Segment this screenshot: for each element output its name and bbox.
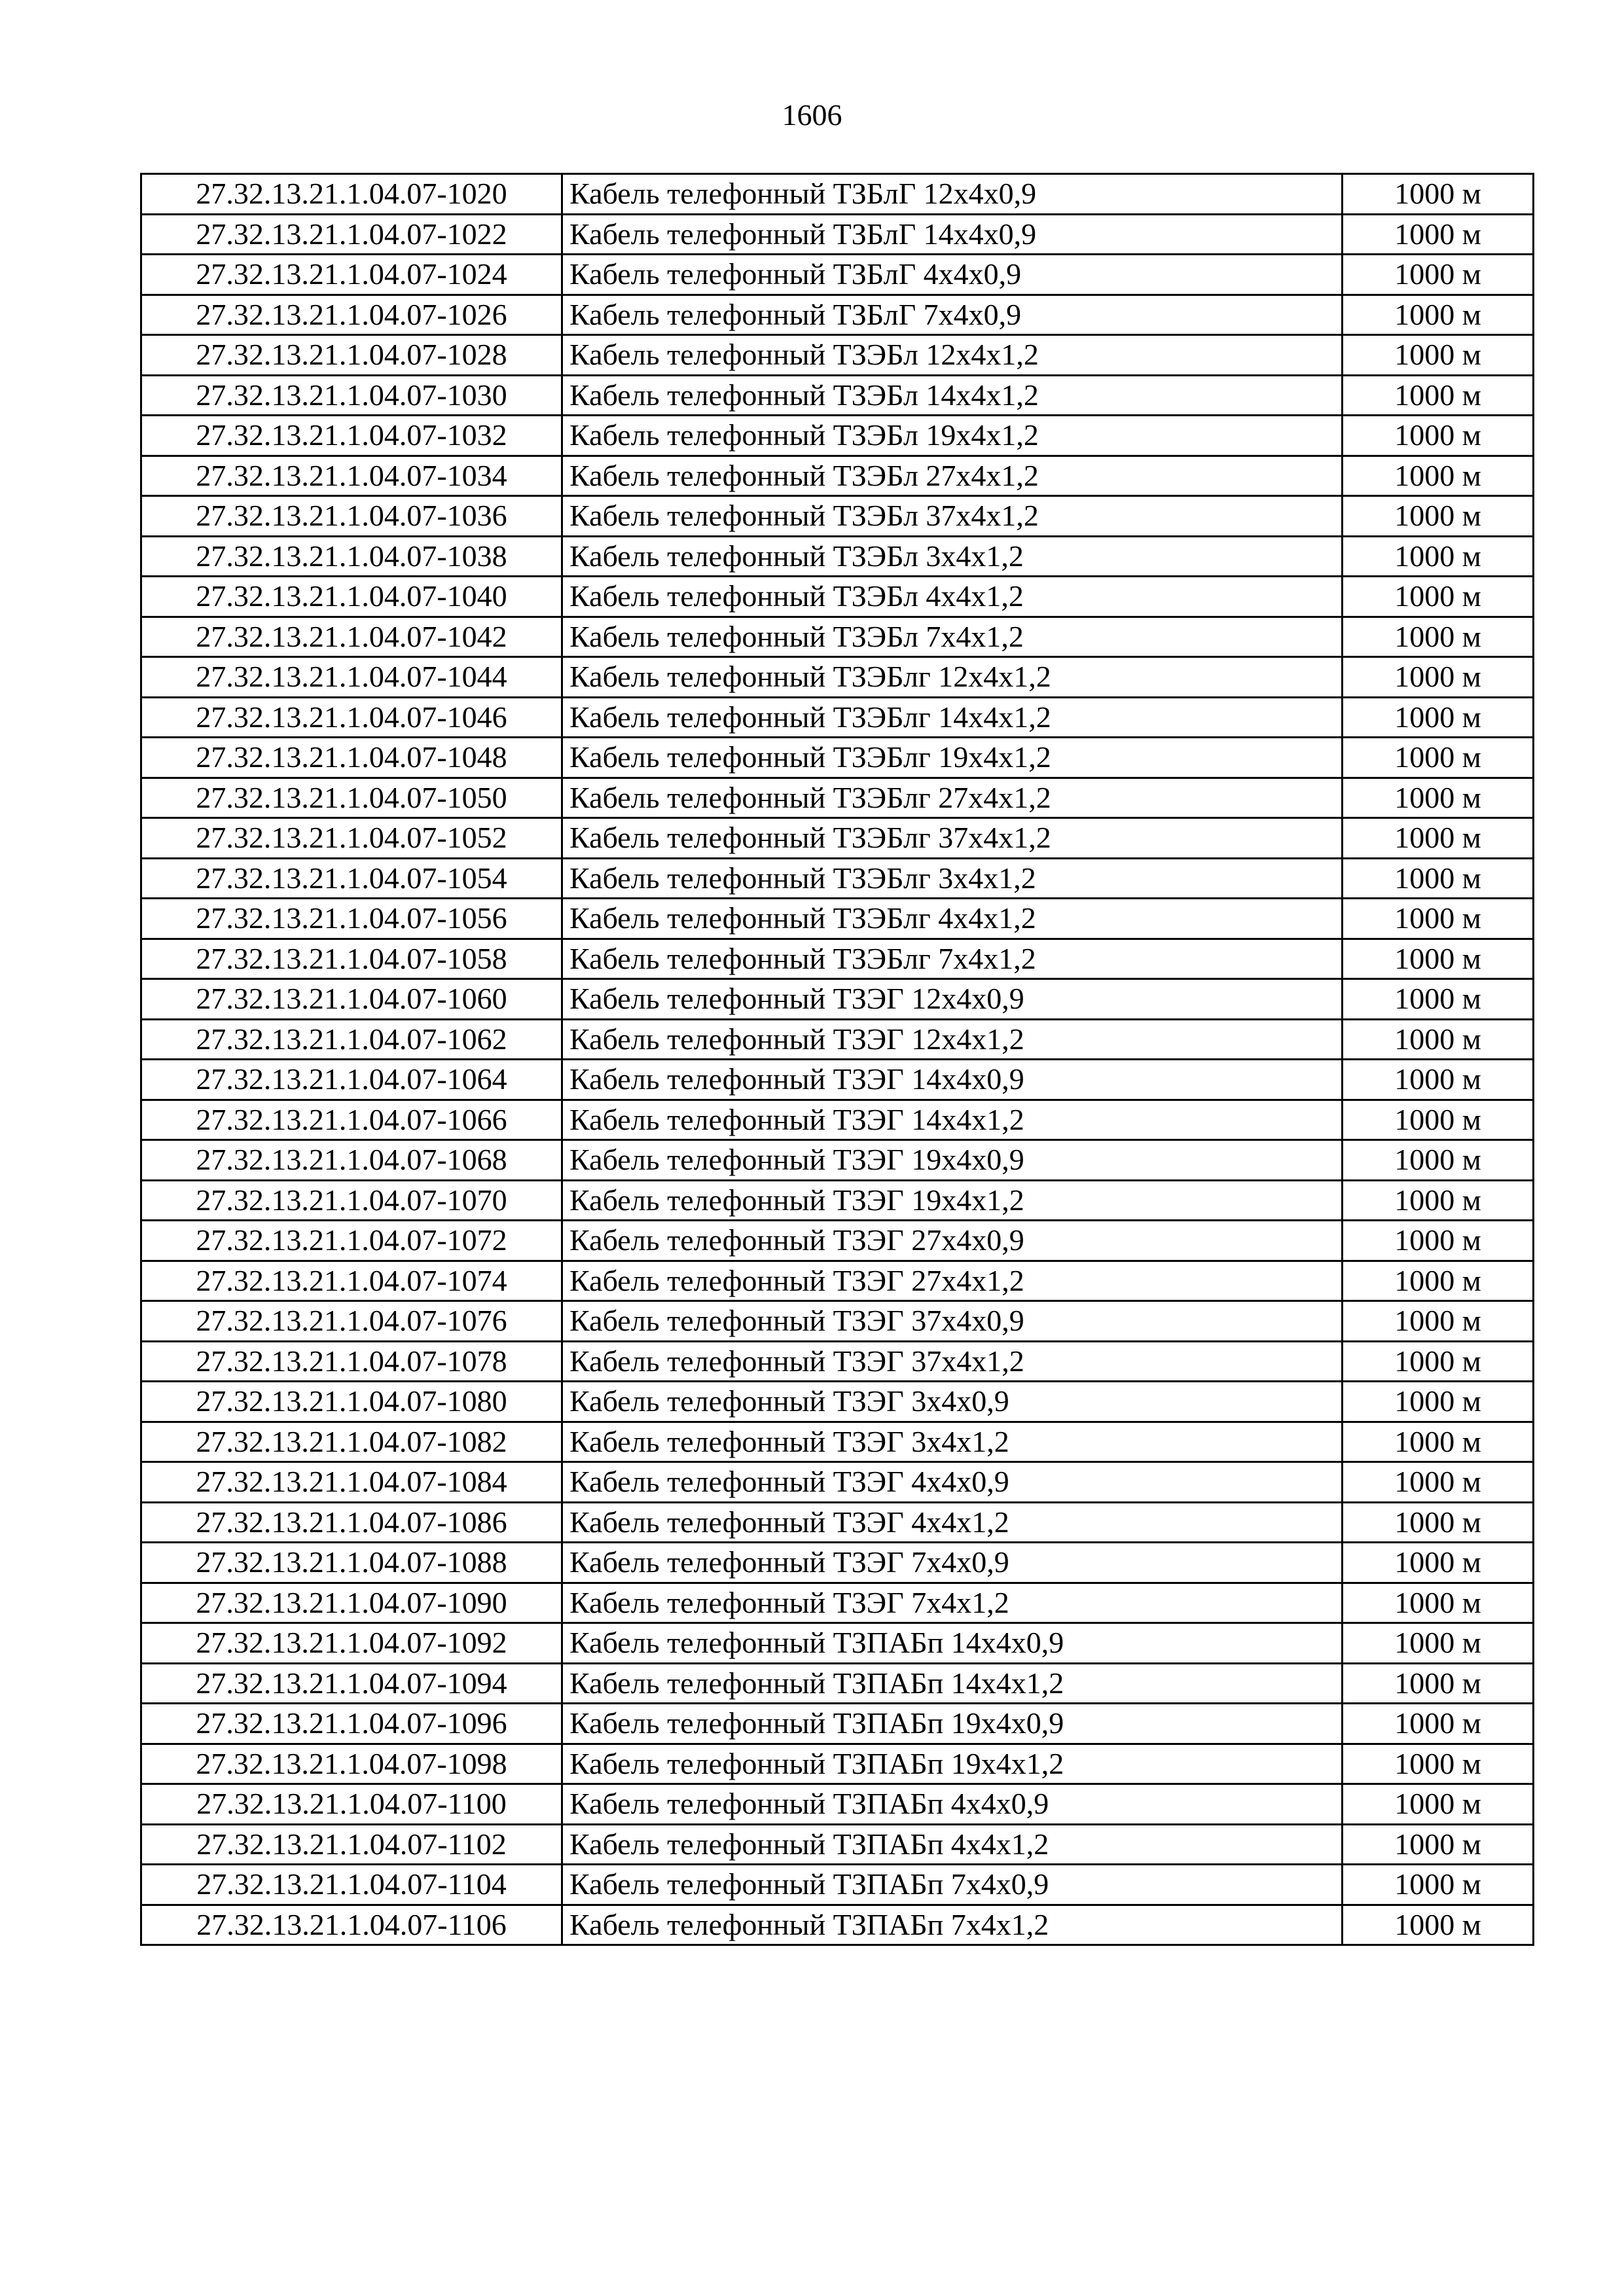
item-code-cell: 27.32.13.21.1.04.07-1074	[141, 1261, 562, 1301]
item-code-cell: 27.32.13.21.1.04.07-1078	[141, 1341, 562, 1382]
item-name-cell: Кабель телефонный ТЗПАБп 7x4x1,2	[562, 1905, 1343, 1945]
item-code-cell: 27.32.13.21.1.04.07-1026	[141, 295, 562, 335]
unit-cell: 1000 м	[1343, 1341, 1534, 1382]
item-code-cell: 27.32.13.21.1.04.07-1076	[141, 1301, 562, 1342]
table-row	[141, 1019, 1534, 1060]
item-name-cell: Кабель телефонный ТЗЭГ 12x4x1,2	[562, 1019, 1343, 1060]
resource-table	[140, 173, 1534, 1946]
table-row	[141, 1382, 1534, 1422]
table-row	[141, 939, 1534, 979]
item-name-cell: Кабель телефонный ТЗЭБлг 14x4x1,2	[562, 697, 1343, 738]
item-code-cell: 27.32.13.21.1.04.07-1094	[141, 1663, 562, 1704]
item-name-cell: Кабель телефонный ТЗЭГ 12x4x0,9	[562, 979, 1343, 1020]
table-body	[141, 174, 1534, 1945]
unit-cell: 1000 м	[1343, 939, 1534, 979]
item-code-cell: 27.32.13.21.1.04.07-1044	[141, 657, 562, 698]
item-name-cell: Кабель телефонный ТЗЭГ 7x4x0,9	[562, 1543, 1343, 1583]
item-code-cell: 27.32.13.21.1.04.07-1024	[141, 255, 562, 295]
page-number: 1606	[782, 98, 842, 132]
item-name-cell: Кабель телефонный ТЗПАБп 4x4x1,2	[562, 1824, 1343, 1865]
item-code-cell: 27.32.13.21.1.04.07-1098	[141, 1744, 562, 1784]
unit-cell: 1000 м	[1343, 1422, 1534, 1462]
table-row	[141, 1060, 1534, 1100]
item-code-cell: 27.32.13.21.1.04.07-1042	[141, 617, 562, 657]
table-row	[141, 1180, 1534, 1221]
item-name-cell: Кабель телефонный ТЗПАБп 14x4x0,9	[562, 1623, 1343, 1664]
unit-cell: 1000 м	[1343, 496, 1534, 537]
item-name-cell: Кабель телефонный ТЗЭБл 37x4x1,2	[562, 496, 1343, 537]
item-code-cell: 27.32.13.21.1.04.07-1060	[141, 979, 562, 1020]
table-row	[141, 778, 1534, 818]
item-code-cell: 27.32.13.21.1.04.07-1030	[141, 375, 562, 416]
table-row	[141, 416, 1534, 456]
table-row	[141, 496, 1534, 537]
unit-cell: 1000 м	[1343, 335, 1534, 376]
table-row	[141, 1422, 1534, 1462]
unit-cell: 1000 м	[1343, 1221, 1534, 1261]
table-row	[141, 335, 1534, 376]
item-name-cell: Кабель телефонный ТЗЭГ 19x4x1,2	[562, 1180, 1343, 1221]
item-code-cell: 27.32.13.21.1.04.07-1084	[141, 1462, 562, 1503]
unit-cell: 1000 м	[1343, 899, 1534, 939]
unit-cell: 1000 м	[1343, 697, 1534, 738]
unit-cell: 1000 м	[1343, 1704, 1534, 1744]
table-row	[141, 738, 1534, 778]
item-code-cell: 27.32.13.21.1.04.07-1088	[141, 1543, 562, 1583]
item-name-cell: Кабель телефонный ТЗБлГ 4x4x0,9	[562, 255, 1343, 295]
table-row	[141, 1221, 1534, 1261]
item-name-cell: Кабель телефонный ТЗЭГ 4x4x1,2	[562, 1502, 1343, 1543]
item-code-cell: 27.32.13.21.1.04.07-1056	[141, 899, 562, 939]
item-code-cell: 27.32.13.21.1.04.07-1106	[141, 1905, 562, 1945]
table-row	[141, 1905, 1534, 1945]
item-name-cell: Кабель телефонный ТЗЭГ 37x4x0,9	[562, 1301, 1343, 1342]
item-name-cell: Кабель телефонный ТЗЭГ 37x4x1,2	[562, 1341, 1343, 1382]
unit-cell: 1000 м	[1343, 818, 1534, 859]
item-code-cell: 27.32.13.21.1.04.07-1104	[141, 1865, 562, 1905]
item-code-cell: 27.32.13.21.1.04.07-1034	[141, 456, 562, 496]
table-row	[141, 1261, 1534, 1301]
item-name-cell: Кабель телефонный ТЗПАБп 4x4x0,9	[562, 1784, 1343, 1825]
table-row	[141, 536, 1534, 577]
table-row	[141, 255, 1534, 295]
unit-cell: 1000 м	[1343, 1019, 1534, 1060]
item-code-cell: 27.32.13.21.1.04.07-1062	[141, 1019, 562, 1060]
table-row	[141, 174, 1534, 215]
unit-cell: 1000 м	[1343, 1382, 1534, 1422]
unit-cell: 1000 м	[1343, 1824, 1534, 1865]
item-name-cell: Кабель телефонный ТЗБлГ 14x4x0,9	[562, 214, 1343, 255]
table-row	[141, 375, 1534, 416]
item-name-cell: Кабель телефонный ТЗЭГ 27x4x1,2	[562, 1261, 1343, 1301]
item-name-cell: Кабель телефонный ТЗЭБлг 27x4x1,2	[562, 778, 1343, 818]
item-code-cell: 27.32.13.21.1.04.07-1090	[141, 1583, 562, 1623]
item-name-cell: Кабель телефонный ТЗЭБлг 4x4x1,2	[562, 899, 1343, 939]
item-name-cell: Кабель телефонный ТЗПАБп 7x4x0,9	[562, 1865, 1343, 1905]
item-name-cell: Кабель телефонный ТЗЭБл 12x4x1,2	[562, 335, 1343, 376]
unit-cell: 1000 м	[1343, 1462, 1534, 1503]
table-row	[141, 858, 1534, 899]
item-code-cell: 27.32.13.21.1.04.07-1048	[141, 738, 562, 778]
table-row	[141, 697, 1534, 738]
item-code-cell: 27.32.13.21.1.04.07-1082	[141, 1422, 562, 1462]
table-row	[141, 1502, 1534, 1543]
item-code-cell: 27.32.13.21.1.04.07-1022	[141, 214, 562, 255]
table-row	[141, 1744, 1534, 1784]
item-code-cell: 27.32.13.21.1.04.07-1032	[141, 416, 562, 456]
unit-cell: 1000 м	[1343, 295, 1534, 335]
item-code-cell: 27.32.13.21.1.04.07-1058	[141, 939, 562, 979]
item-name-cell: Кабель телефонный ТЗЭБлг 7x4x1,2	[562, 939, 1343, 979]
item-name-cell: Кабель телефонный ТЗЭГ 3x4x0,9	[562, 1382, 1343, 1422]
table-row	[141, 617, 1534, 657]
table-row	[141, 577, 1534, 617]
unit-cell: 1000 м	[1343, 1583, 1534, 1623]
table-row	[141, 1663, 1534, 1704]
item-name-cell: Кабель телефонный ТЗЭГ 3x4x1,2	[562, 1422, 1343, 1462]
unit-cell: 1000 м	[1343, 577, 1534, 617]
table-row	[141, 214, 1534, 255]
item-name-cell: Кабель телефонный ТЗБлГ 12x4x0,9	[562, 174, 1343, 215]
table-row	[141, 1341, 1534, 1382]
item-name-cell: Кабель телефонный ТЗЭГ 4x4x0,9	[562, 1462, 1343, 1503]
item-code-cell: 27.32.13.21.1.04.07-1038	[141, 536, 562, 577]
item-name-cell: Кабель телефонный ТЗЭБл 27x4x1,2	[562, 456, 1343, 496]
unit-cell: 1000 м	[1343, 657, 1534, 698]
item-code-cell: 27.32.13.21.1.04.07-1100	[141, 1784, 562, 1825]
table-row	[141, 1865, 1534, 1905]
item-code-cell: 27.32.13.21.1.04.07-1068	[141, 1140, 562, 1181]
unit-cell: 1000 м	[1343, 456, 1534, 496]
item-name-cell: Кабель телефонный ТЗПАБп 19x4x1,2	[562, 1744, 1343, 1784]
item-name-cell: Кабель телефонный ТЗЭГ 14x4x1,2	[562, 1100, 1343, 1140]
item-code-cell: 27.32.13.21.1.04.07-1072	[141, 1221, 562, 1261]
item-code-cell: 27.32.13.21.1.04.07-1050	[141, 778, 562, 818]
unit-cell: 1000 м	[1343, 1623, 1534, 1664]
table-row	[141, 456, 1534, 496]
item-code-cell: 27.32.13.21.1.04.07-1070	[141, 1180, 562, 1221]
item-name-cell: Кабель телефонный ТЗЭБлг 12x4x1,2	[562, 657, 1343, 698]
item-code-cell: 27.32.13.21.1.04.07-1040	[141, 577, 562, 617]
item-name-cell: Кабель телефонный ТЗПАБп 14x4x1,2	[562, 1663, 1343, 1704]
item-name-cell: Кабель телефонный ТЗЭГ 27x4x0,9	[562, 1221, 1343, 1261]
item-code-cell: 27.32.13.21.1.04.07-1054	[141, 858, 562, 899]
unit-cell: 1000 м	[1343, 375, 1534, 416]
table-row	[141, 899, 1534, 939]
unit-cell: 1000 м	[1343, 1180, 1534, 1221]
table-row	[141, 1583, 1534, 1623]
unit-cell: 1000 м	[1343, 255, 1534, 295]
table-row	[141, 657, 1534, 698]
item-name-cell: Кабель телефонный ТЗЭБлг 37x4x1,2	[562, 818, 1343, 859]
item-code-cell: 27.32.13.21.1.04.07-1066	[141, 1100, 562, 1140]
table-row	[141, 1140, 1534, 1181]
item-name-cell: Кабель телефонный ТЗЭБлг 3x4x1,2	[562, 858, 1343, 899]
item-code-cell: 27.32.13.21.1.04.07-1096	[141, 1704, 562, 1744]
unit-cell: 1000 м	[1343, 1261, 1534, 1301]
unit-cell: 1000 м	[1343, 738, 1534, 778]
table-row	[141, 1784, 1534, 1825]
unit-cell: 1000 м	[1343, 1865, 1534, 1905]
unit-cell: 1000 м	[1343, 1060, 1534, 1100]
item-name-cell: Кабель телефонный ТЗЭГ 14x4x0,9	[562, 1060, 1343, 1100]
table-row	[141, 1543, 1534, 1583]
table-row	[141, 1623, 1534, 1664]
item-name-cell: Кабель телефонный ТЗЭГ 7x4x1,2	[562, 1583, 1343, 1623]
item-code-cell: 27.32.13.21.1.04.07-1092	[141, 1623, 562, 1664]
table-row	[141, 1704, 1534, 1744]
unit-cell: 1000 м	[1343, 1301, 1534, 1342]
unit-cell: 1000 м	[1343, 1784, 1534, 1825]
unit-cell: 1000 м	[1343, 1100, 1534, 1140]
item-code-cell: 27.32.13.21.1.04.07-1036	[141, 496, 562, 537]
item-name-cell: Кабель телефонный ТЗЭГ 19x4x0,9	[562, 1140, 1343, 1181]
unit-cell: 1000 м	[1343, 214, 1534, 255]
unit-cell: 1000 м	[1343, 416, 1534, 456]
item-code-cell: 27.32.13.21.1.04.07-1080	[141, 1382, 562, 1422]
table-row	[141, 979, 1534, 1020]
item-name-cell: Кабель телефонный ТЗЭБл 19x4x1,2	[562, 416, 1343, 456]
item-code-cell: 27.32.13.21.1.04.07-1052	[141, 818, 562, 859]
item-code-cell: 27.32.13.21.1.04.07-1064	[141, 1060, 562, 1100]
unit-cell: 1000 м	[1343, 1663, 1534, 1704]
item-code-cell: 27.32.13.21.1.04.07-1020	[141, 174, 562, 215]
table-row	[141, 1100, 1534, 1140]
item-name-cell: Кабель телефонный ТЗБлГ 7x4x0,9	[562, 295, 1343, 335]
unit-cell: 1000 м	[1343, 1140, 1534, 1181]
unit-cell: 1000 м	[1343, 778, 1534, 818]
unit-cell: 1000 м	[1343, 1744, 1534, 1784]
unit-cell: 1000 м	[1343, 617, 1534, 657]
item-name-cell: Кабель телефонный ТЗЭБл 7x4x1,2	[562, 617, 1343, 657]
unit-cell: 1000 м	[1343, 979, 1534, 1020]
item-name-cell: Кабель телефонный ТЗПАБп 19x4x0,9	[562, 1704, 1343, 1744]
item-code-cell: 27.32.13.21.1.04.07-1046	[141, 697, 562, 738]
item-code-cell: 27.32.13.21.1.04.07-1086	[141, 1502, 562, 1543]
unit-cell: 1000 м	[1343, 858, 1534, 899]
item-name-cell: Кабель телефонный ТЗЭБл 14x4x1,2	[562, 375, 1343, 416]
unit-cell: 1000 м	[1343, 1543, 1534, 1583]
table-row	[141, 1462, 1534, 1503]
item-name-cell: Кабель телефонный ТЗЭБл 4x4x1,2	[562, 577, 1343, 617]
unit-cell: 1000 м	[1343, 536, 1534, 577]
item-name-cell: Кабель телефонный ТЗЭБл 3x4x1,2	[562, 536, 1343, 577]
item-code-cell: 27.32.13.21.1.04.07-1102	[141, 1824, 562, 1865]
table-row	[141, 818, 1534, 859]
item-code-cell: 27.32.13.21.1.04.07-1028	[141, 335, 562, 376]
unit-cell: 1000 м	[1343, 1502, 1534, 1543]
unit-cell: 1000 м	[1343, 174, 1534, 215]
table-row	[141, 1824, 1534, 1865]
unit-cell: 1000 м	[1343, 1905, 1534, 1945]
table-row	[141, 295, 1534, 335]
item-name-cell: Кабель телефонный ТЗЭБлг 19x4x1,2	[562, 738, 1343, 778]
table-row	[141, 1301, 1534, 1342]
